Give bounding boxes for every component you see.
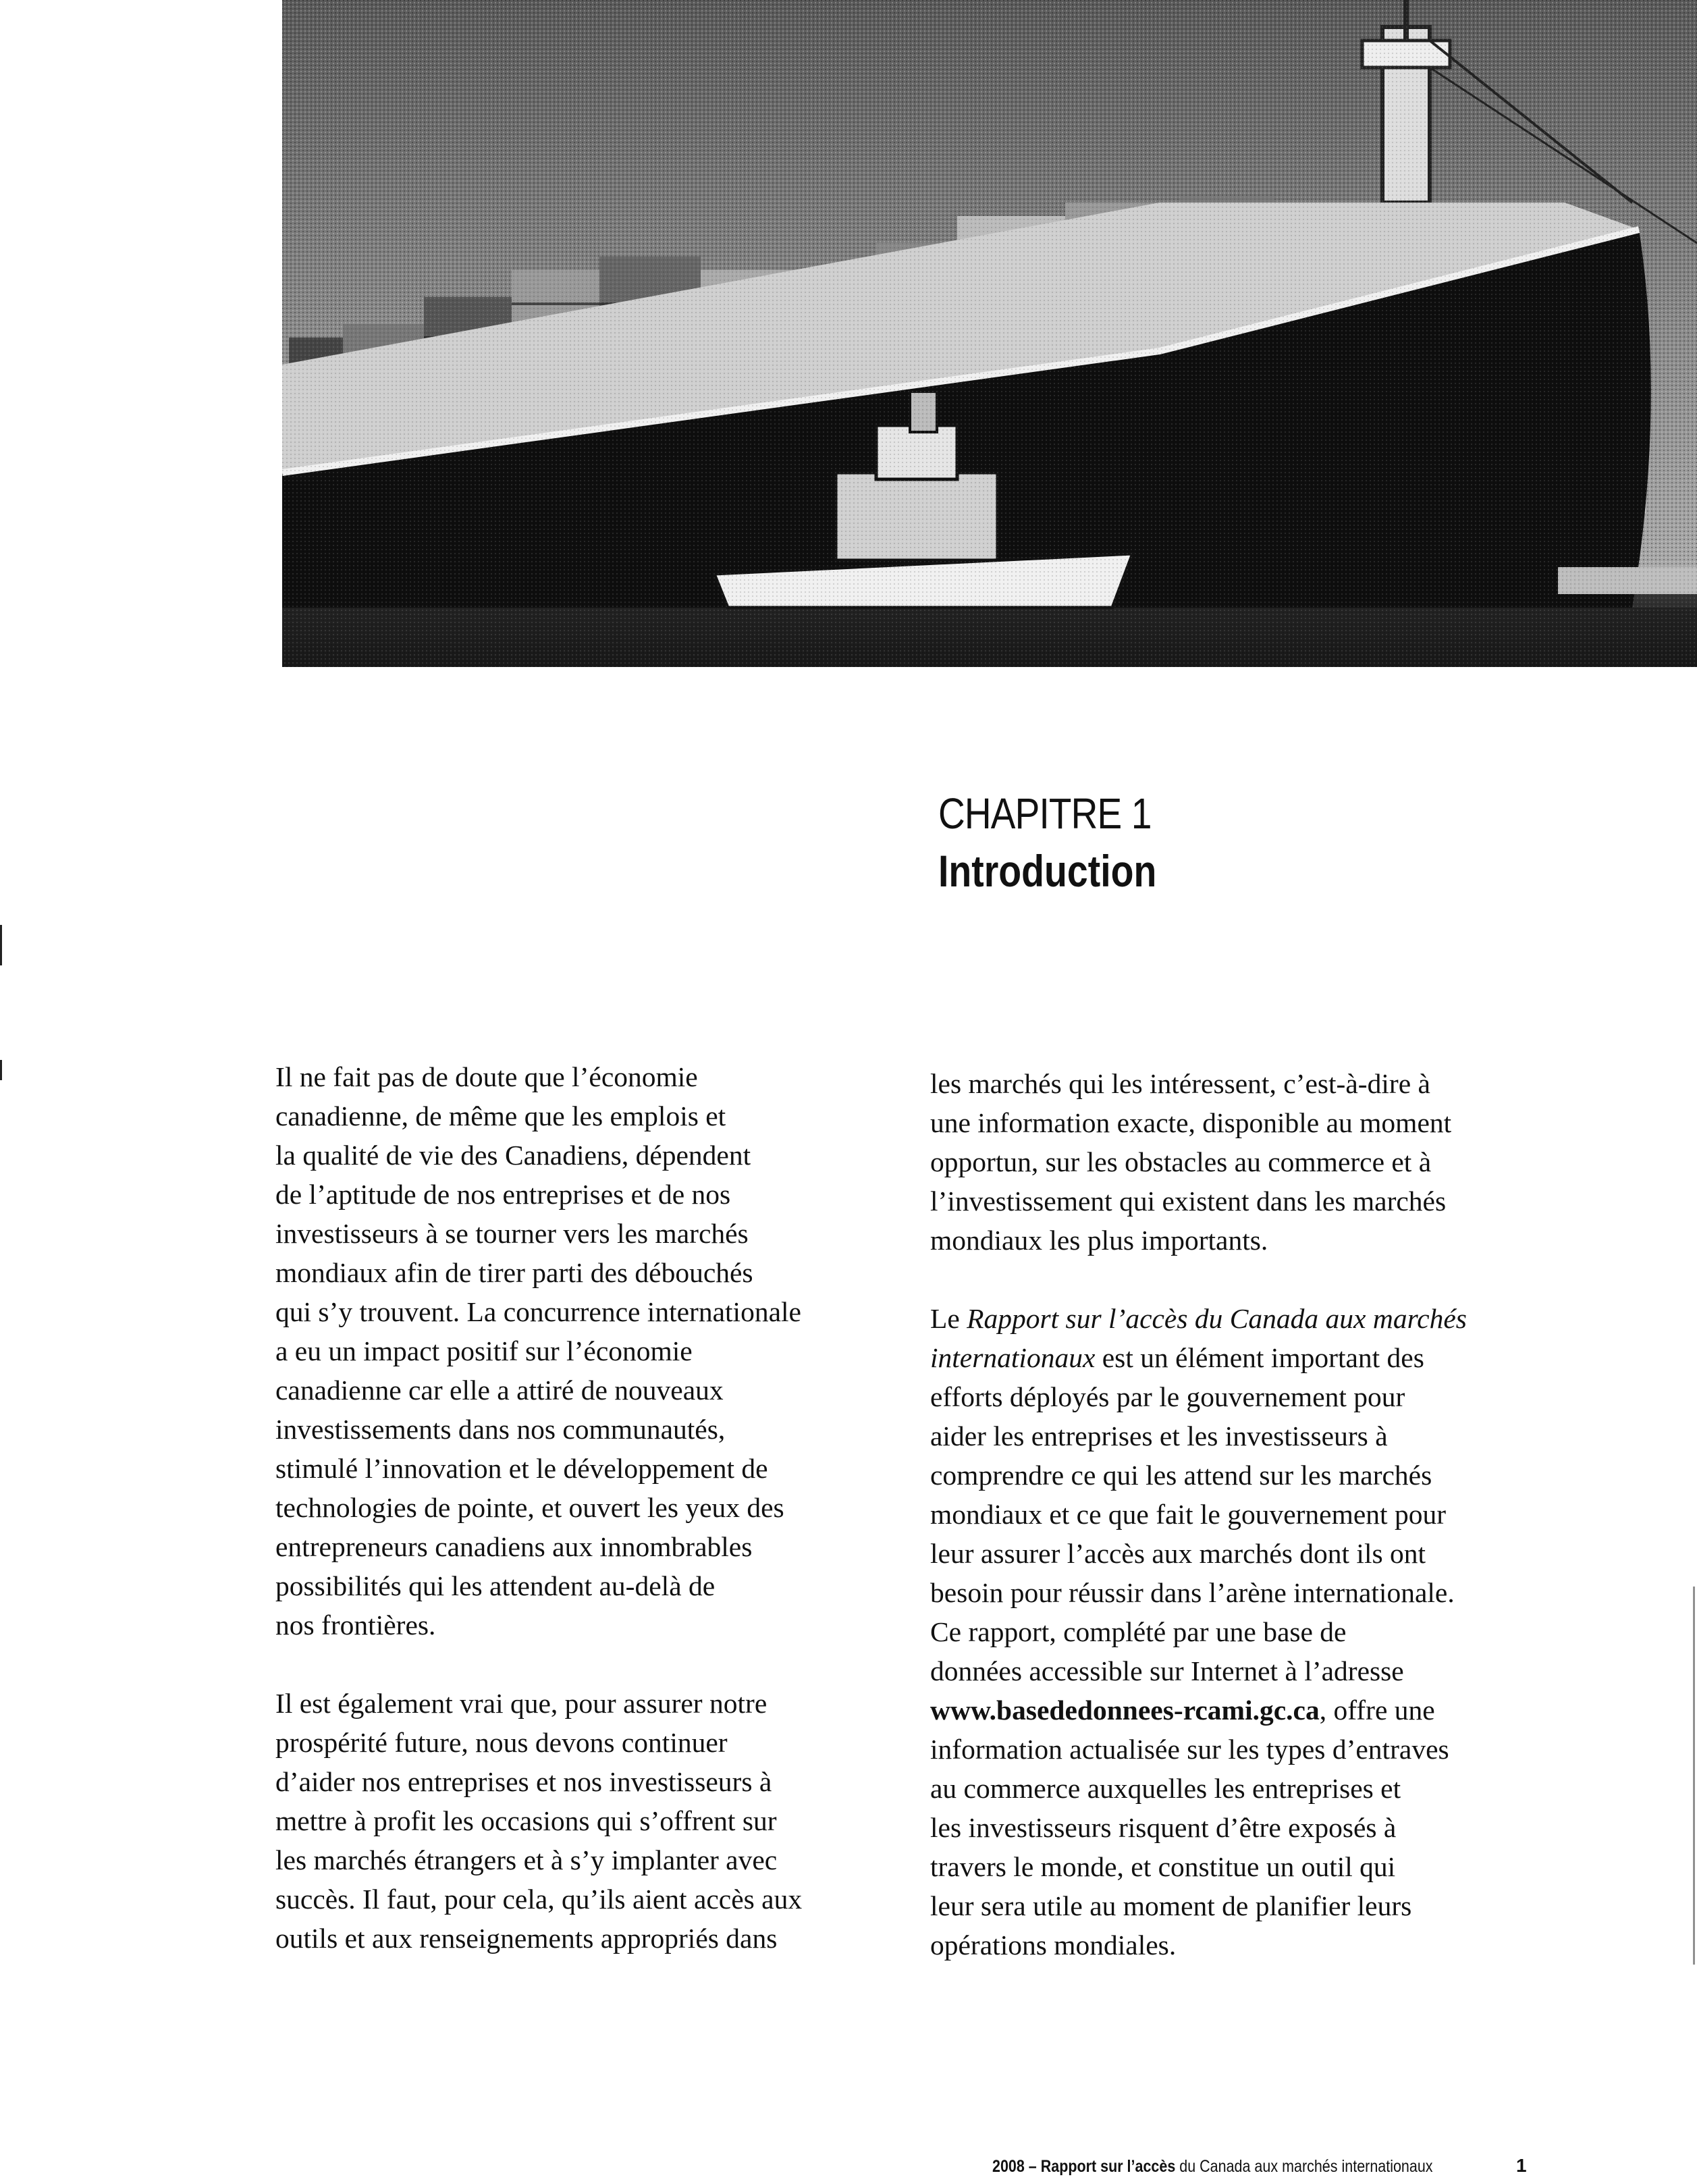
paragraph bbox=[930, 1299, 1565, 1965]
ship-illustration bbox=[282, 0, 1697, 667]
text-line bbox=[930, 1690, 1565, 1730]
text-line: mondiaux afin de tirer parti des débouchés bbox=[275, 1257, 753, 1288]
text-line: prospérité future, nous devons continuer bbox=[275, 1727, 728, 1758]
scan-mark bbox=[1693, 1587, 1695, 1965]
cover-photo-container-ship bbox=[282, 0, 1697, 667]
text-line: technologies de pointe, et ouvert les yeux des bbox=[275, 1492, 784, 1523]
text-line: comprendre ce qui les attend sur les marchés bbox=[930, 1460, 1432, 1491]
page-number: 1 bbox=[1516, 2155, 1527, 2176]
text-line: entrepreneurs canadiens aux innombrables bbox=[275, 1531, 753, 1562]
text-line: données accessible sur Internet à l’adresse bbox=[930, 1655, 1404, 1686]
text-line: nos frontières. bbox=[275, 1609, 436, 1641]
text-line: succès. Il faut, pour cela, qu’ils aient accès aux bbox=[275, 1884, 803, 1915]
text-line: stimulé l’innovation et le développement de bbox=[275, 1453, 768, 1484]
text-line: leur sera utile au moment de planifier leurs bbox=[930, 1890, 1412, 1921]
text-line: mondiaux les plus importants. bbox=[930, 1225, 1268, 1256]
text-line: Ce rapport, complété par une base de bbox=[930, 1616, 1347, 1647]
report-title-italic: internationaux bbox=[930, 1342, 1096, 1373]
text-line: leur assurer l’accès aux marchés dont ils ont bbox=[930, 1538, 1426, 1569]
text-line: opportun, sur les obstacles au commerce et à bbox=[930, 1146, 1432, 1177]
text-line: possibilités qui les attendent au-delà de bbox=[275, 1570, 716, 1601]
left-column bbox=[275, 1057, 890, 1958]
text-line: au commerce auxquelles les entreprises et bbox=[930, 1773, 1401, 1804]
text-line: mettre à profit les occasions qui s’offrent sur bbox=[275, 1805, 777, 1836]
chapter-label: CHAPITRE 1 bbox=[938, 789, 1152, 838]
text-line: a eu un impact positif sur l’économie bbox=[275, 1335, 693, 1366]
text-line: Il ne fait pas de doute que l’économie bbox=[275, 1061, 698, 1092]
scan-mark bbox=[0, 925, 2, 965]
text-line: mondiaux et ce que fait le gouvernement pour bbox=[930, 1499, 1447, 1530]
text-line: canadienne car elle a attiré de nouveaux bbox=[275, 1375, 724, 1406]
running-footer bbox=[992, 2157, 1433, 2177]
text-line: de l’aptitude de nos entreprises et de nos bbox=[275, 1179, 731, 1210]
text-line: les investisseurs risquent d’être exposés à bbox=[930, 1812, 1397, 1843]
text-line: aider les entreprises et les investisseurs à bbox=[930, 1420, 1388, 1451]
scan-mark bbox=[0, 1060, 2, 1080]
text-line: efforts déployés par le gouvernement pour bbox=[930, 1381, 1405, 1412]
footer-rest: du Canada aux marchés internationaux bbox=[1175, 2157, 1433, 2176]
text-line: outils et aux renseignements appropriés dans bbox=[275, 1923, 778, 1954]
text-line: investisseurs à se tourner vers les marchés bbox=[275, 1218, 749, 1249]
text-line: information actualisée sur les types d’entraves bbox=[930, 1734, 1449, 1765]
text-line: investissements dans nos communautés, bbox=[275, 1414, 726, 1445]
text-span: Le bbox=[930, 1303, 967, 1334]
text-line: les marchés qui les intéressent, c’est-à-dire à bbox=[930, 1068, 1430, 1099]
text-line: travers le monde, et constitue un outil qui bbox=[930, 1851, 1396, 1882]
paragraph bbox=[275, 1057, 890, 1645]
text-line bbox=[930, 1338, 1565, 1377]
text-span: est un élément important des bbox=[1095, 1342, 1424, 1373]
text-line: une information exacte, disponible au moment bbox=[930, 1107, 1452, 1138]
text-line: qui s’y trouvent. La concurrence internationale bbox=[275, 1296, 801, 1327]
text-line: l’investissement qui existent dans les marchés bbox=[930, 1186, 1447, 1217]
text-line: Il est également vrai que, pour assurer notre bbox=[275, 1688, 767, 1719]
text-line: les marchés étrangers et à s’y implanter avec bbox=[275, 1844, 778, 1875]
right-column bbox=[930, 1064, 1565, 1965]
text-span: , offre une bbox=[1319, 1695, 1435, 1726]
text-line: opérations mondiales. bbox=[930, 1929, 1177, 1961]
footer-bold: 2008 – Rapport sur l’accès bbox=[992, 2157, 1176, 2176]
paragraph bbox=[275, 1684, 890, 1958]
text-line: canadienne, de même que les emplois et bbox=[275, 1100, 726, 1131]
text-line: besoin pour réussir dans l’arène internationale. bbox=[930, 1577, 1455, 1608]
report-title-italic: Rapport sur l’accès du Canada aux marchés bbox=[967, 1303, 1467, 1334]
text-line: d’aider nos entreprises et nos investisseurs à bbox=[275, 1766, 772, 1797]
text-line: la qualité de vie des Canadiens, dépendent bbox=[275, 1140, 751, 1171]
chapter-title: Introduction bbox=[938, 846, 1157, 896]
paragraph bbox=[930, 1064, 1565, 1260]
database-url-link[interactable]: www.basededonnees-rcami.gc.ca bbox=[930, 1695, 1320, 1726]
text-line bbox=[930, 1299, 1565, 1338]
